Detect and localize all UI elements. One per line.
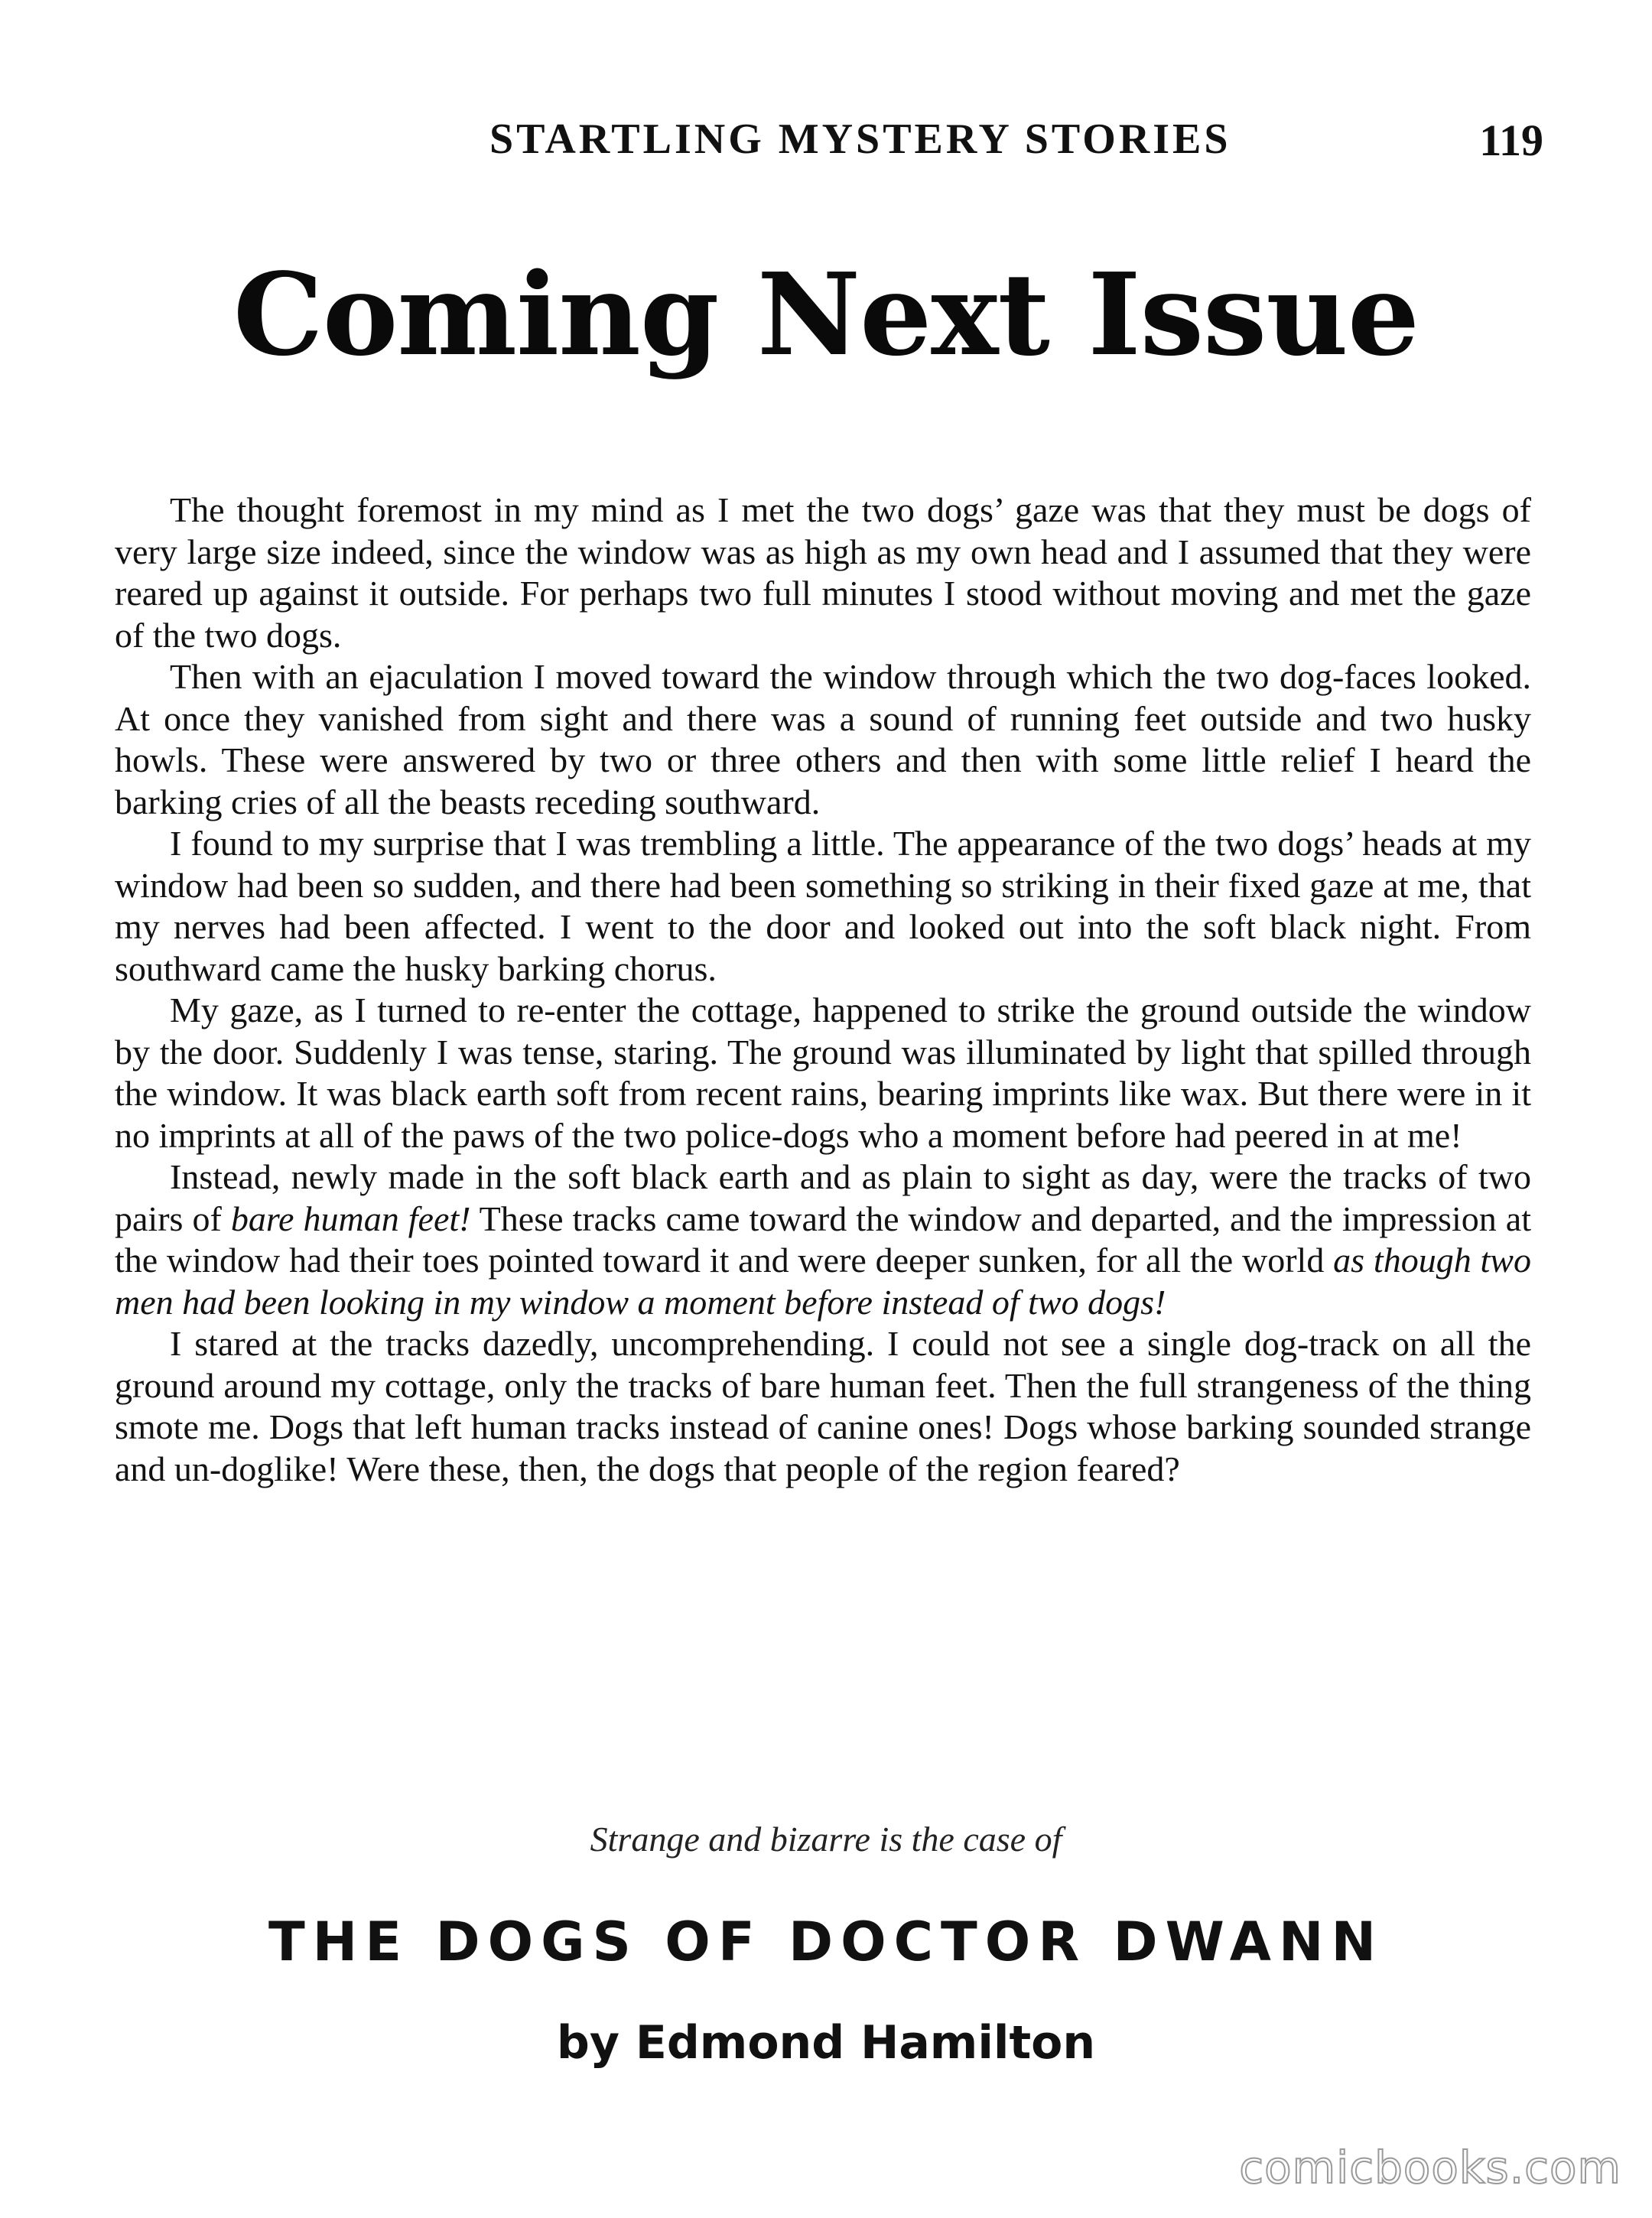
body-paragraph [115, 1156, 1531, 1323]
text-run: Instead, newly made in the soft black earth and as plain to sight as day, were the tracks of two pairs of [115, 1157, 1531, 1238]
body-paragraph [115, 823, 1531, 990]
text-run: Then with an ejaculation I moved toward the window through which the two dog-faces looked. At once they vanished from sight and there was a sound of running feet outside and two husky howls. These were answered by two or three others and then with some little relief I heard the barking cries of all the beasts receding southward. [115, 657, 1531, 821]
watermark-logo: comicbooks.com [1239, 2142, 1621, 2194]
text-run: The thought foremost in my mind as I met the two dogs’ gaze was that they must be dogs of very large size indeed, since the window was as high as my own head and I assumed that they were reared up against it outside. For perhaps two full minutes I stood without moving and met the gaze of the two dogs. [115, 490, 1531, 655]
italic-text-run: as though two men had been looking in my window a moment before instead of two dogs! [115, 1241, 1531, 1322]
text-run: My gaze, as I turned to re-enter the cottage, happened to strike the ground outside the window by the door. Suddenly I was tense, staring. The ground was illuminated by light that spilled through the window. It was black earth soft from recent rains, bearing imprints like wax. But there were in it no imprints at all of the paws of the two police-dogs who a moment before had peered in at me! [115, 990, 1531, 1155]
page-number: 119 [1479, 115, 1543, 165]
text-run: I stared at the tracks dazedly, uncomprehending. I could not see a single dog-track on all the ground around my cottage, only the tracks of bare human feet. Then the full strangeness of the thing smote me. Dogs that left human tracks instead of canine ones! Dogs whose barking sounded strange and un-doglike! Were these, then, the dogs that people of the region feared? [115, 1324, 1531, 1488]
teaser-line: Strange and bizarre is the case of [590, 1820, 1062, 1859]
text-run: These tracks came toward the window and departed, and the impression at the window had their toes pointed toward it and were deeper sunken, for all the world [115, 1198, 1531, 1280]
body-paragraph [115, 656, 1531, 823]
body-paragraph [115, 489, 1531, 656]
story-excerpt [115, 489, 1531, 1490]
body-paragraph [115, 990, 1531, 1156]
italic-text-run: bare human feet! [230, 1198, 471, 1238]
page-heading: Coming Next Issue [233, 248, 1419, 381]
running-title: STARTLING MYSTERY STORIES [489, 115, 1231, 163]
text-run: I found to my surprise that I was trembling a little. The appearance of the two dogs’ heads at my window had been so sudden, and there had been something so striking in their fixed gaze at me, that my nerves had been affected. I went to the door and looked out into the soft black night. From southward came the husky barking chorus. [115, 824, 1531, 988]
body-paragraph [115, 1323, 1531, 1490]
story-author: by Edmond Hamilton [556, 2016, 1096, 2070]
story-title: THE DOGS OF DOCTOR DWANN [268, 1911, 1384, 1973]
